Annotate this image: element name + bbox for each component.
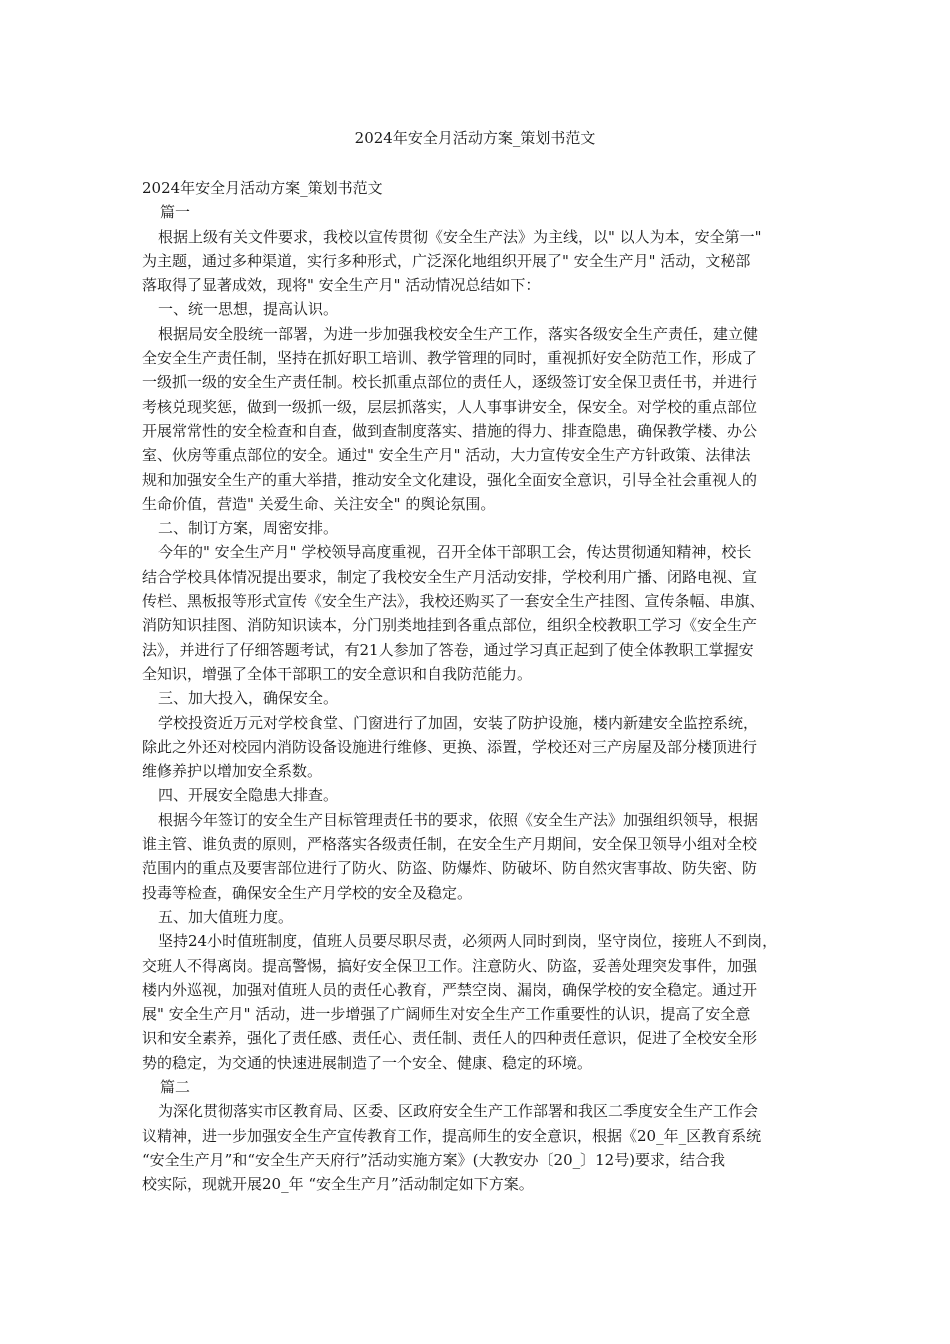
paragraph-line: 交班人不得离岗。提高警惕，搞好安全保卫工作。注意防火、防盗，妥善处理突发事件，加强 xyxy=(142,956,758,975)
paragraph-line: 学校投资近万元对学校食堂、门窗进行了加固，安装了防护设施，楼内新建安全监控系统， xyxy=(158,713,759,732)
paragraph-line: 今年的" 安全生产月" 学校领导高度重视，召开全体干部职工会，传达贯彻通知精神，校长 xyxy=(158,543,752,562)
paragraph-line: 楼内外巡视，加强对值班人员的责任心教育，严禁空岗、漏岗，确保学校的安全稳定。通过开 xyxy=(142,980,758,999)
paragraph-line: 一、统一思想，提高认识。 xyxy=(158,300,339,319)
paragraph-line: 根据今年签订的安全生产目标管理责任书的要求，依照《安全生产法》加强组织领导，根据 xyxy=(158,810,759,829)
paragraph-line: 二、制订方案，周密安排。 xyxy=(158,519,339,538)
paragraph-line: 范围内的重点及要害部位进行了防火、防盗、防爆炸、防破坏、防自然灾害事故、防失密、防 xyxy=(142,859,758,878)
paragraph-line: 考核兑现奖惩，做到一级抓一级，层层抓落实，人人事事讲安全，保安全。对学校的重点部位 xyxy=(142,397,758,416)
document-body xyxy=(142,176,812,1196)
paragraph-line: 五、加大值班力度。 xyxy=(158,907,294,926)
paragraph-line: 篇二 xyxy=(160,1077,191,1096)
paragraph-line: 室、伙房等重点部位的安全。通过" 安全生产月" 活动，大力宣传安全生产方针政策、法律法 xyxy=(142,446,751,465)
paragraph-line: 一级抓一级的安全生产责任制。校长抓重点部位的责任人，逐级签订安全保卫责任书，并进行 xyxy=(142,373,758,392)
paragraph-line: 为主题，通过多种渠道，实行多种形式，广泛深化地组织开展了" 安全生产月" 活动，文秘部 xyxy=(142,251,751,270)
paragraph-line: 维修养护以增加安全系数。 xyxy=(142,762,323,781)
paragraph-line: 识和安全素养，强化了责任感、责任心、责任制、责任人的四种责任意识，促进了全校安全形 xyxy=(142,1029,758,1048)
paragraph-line: 篇一 xyxy=(160,203,191,222)
paragraph-line: 展" 安全生产月" 活动，进一步增强了广阔师生对安全生产工作重要性的认识，提高了安全意 xyxy=(142,1005,751,1024)
paragraph-line: 四、开展安全隐患大排查。 xyxy=(158,786,339,805)
paragraph-line: 全安全生产责任制，坚持在抓好职工培训、教学管理的同时，重视抓好安全防范工作，形成了 xyxy=(142,349,758,368)
paragraph-line: 规和加强安全生产的重大举措，推动安全文化建设，强化全面安全意识，引导全社会重视人的 xyxy=(142,470,758,489)
paragraph-line: 根据上级有关文件要求，我校以宣传贯彻《安全生产法》为主线，以" 以人为本，安全第一" xyxy=(158,227,762,246)
paragraph-line: 坚持24小时值班制度，值班人员要尽职尽责，必须两人同时到岗，坚守岗位，接班人不到岗， xyxy=(158,932,778,951)
paragraph-line: 生命价值，营造" 关爱生命、关注安全" 的舆论氛围。 xyxy=(142,494,496,513)
paragraph-line: “安全生产月”和“安全生产天府行”活动实施方案》(大教安办〔20_〕12号)要求，结合我 xyxy=(142,1150,726,1169)
paragraph-line: 根据局安全股统一部署，为进一步加强我校安全生产工作，落实各级安全生产责任，建立健 xyxy=(158,324,759,343)
paragraph-line: 投毒等检查，确保安全生产月学校的安全及稳定。 xyxy=(142,883,473,902)
paragraph-line: 议精神，进一步加强安全生产宣传教育工作，提高师生的安全意识，根据《20_年_区教育系统 xyxy=(142,1126,762,1145)
paragraph-line: 消防知识挂图、消防知识读本，分门别类地挂到各重点部位，组织全校教职工学习《安全生产 xyxy=(142,616,758,635)
paragraph-line: 落取得了显著成效，现将" 安全生产月" 活动情况总结如下： xyxy=(142,276,541,295)
paragraph-line: 2024年安全月活动方案_策划书范文 xyxy=(142,179,383,197)
paragraph-line: 除此之外还对校园内消防设备设施进行维修、更换、添置，学校还对三产房屋及部分楼顶进行 xyxy=(142,737,758,756)
paragraph-line: 谁主管、谁负责的原则，严格落实各级责任制，在安全生产月期间，安全保卫领导小组对全校 xyxy=(142,835,758,854)
paragraph-line: 三、加大投入，确保安全。 xyxy=(158,689,339,708)
paragraph-line: 为深化贯彻落实市区教育局、区委、区政府安全生产工作部署和我区二季度安全生产工作会 xyxy=(158,1102,759,1121)
paragraph-line: 势的稳定，为交通的快速进展制造了一个安全、健康、稳定的环境。 xyxy=(142,1053,593,1072)
document-title: 2024年安全月活动方案_策划书范文 xyxy=(354,129,596,147)
paragraph-line: 法》，并进行了仔细答题考试，有21人参加了答卷，通过学习真正起到了使全体教职工掌握安 xyxy=(142,640,754,659)
paragraph-line: 开展常常性的安全检查和自查，做到查制度落实、措施的得力、排查隐患，确保教学楼、办公 xyxy=(142,421,758,440)
paragraph-line: 校实际，现就开展20_年 “安全生产月”活动制定如下方案。 xyxy=(142,1175,534,1194)
paragraph-line: 传栏、黑板报等形式宣传《安全生产法》，我校还购买了一套安全生产挂图、宣传条幅、串旗、 xyxy=(142,592,765,611)
paragraph-line: 结合学校具体情况提出要求，制定了我校安全生产月活动安排，学校利用广播、闭路电视、宣 xyxy=(142,567,758,586)
paragraph-line: 全知识，增强了全体干部职工的安全意识和自我防范能力。 xyxy=(142,664,533,683)
